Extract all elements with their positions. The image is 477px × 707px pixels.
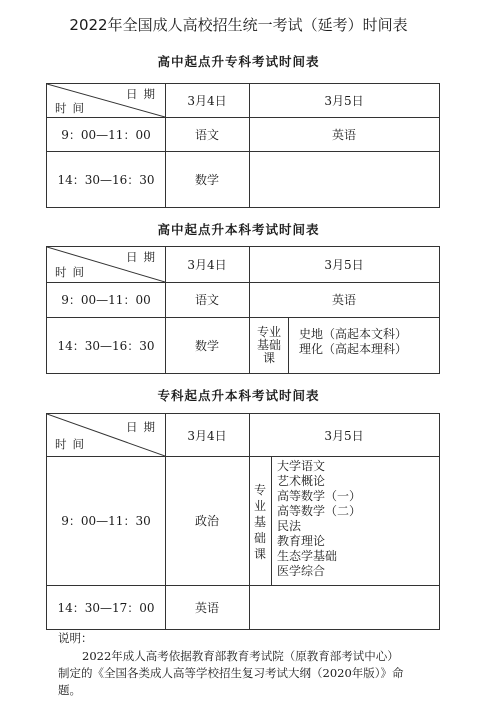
table2-row1-time: 9：00—11：00: [61, 293, 151, 307]
table1-header-day2: 3月5日: [324, 94, 364, 108]
table3-corner-date: 日期: [126, 420, 161, 434]
table2-row2-day1: 数学: [194, 338, 219, 353]
list-item: 大学语文: [277, 459, 326, 473]
note-label: 说明：: [58, 631, 93, 645]
table1-row1-day1: 语文: [194, 127, 219, 142]
table2-row1-day2: 英语: [331, 293, 356, 307]
table3-row1-subject-list: [277, 459, 435, 579]
table3-row2-day1: 英语: [194, 600, 219, 615]
table1: [46, 83, 440, 208]
table3-header-day2: 3月5日: [324, 428, 364, 443]
table1-row1-time: 9：00—11：00: [61, 127, 151, 142]
list-item: 艺术概论: [277, 474, 326, 488]
table2-header-day2: 3月5日: [324, 258, 364, 272]
list-item: 生态学基础: [277, 549, 338, 563]
table1-corner-time: 时间: [55, 101, 90, 115]
table1-corner-date: 日期: [126, 87, 161, 101]
table3: [46, 413, 440, 630]
table2: [46, 246, 440, 374]
table2-title: 高中起点升本科考试时间表: [157, 222, 320, 237]
table2-row2-category-label: 专业基础课: [256, 324, 281, 365]
table1-row2-day1: 数学: [194, 172, 219, 187]
table2-row2-time: 14：30—16：30: [57, 338, 155, 353]
table1-header-day1: 3月4日: [187, 94, 227, 108]
list-item: 教育理论: [277, 534, 326, 548]
table2-row2-subject-list: [299, 327, 437, 357]
list-item: 史地（高起本文科）: [299, 327, 408, 341]
table2-corner-time: 时间: [55, 265, 90, 279]
table3-row1-day1: 政治: [194, 514, 219, 528]
table3-title: 专科起点升本科考试时间表: [157, 388, 320, 403]
list-item: 高等数学（一）: [277, 489, 362, 503]
table2-corner-date: 日期: [126, 250, 161, 264]
table2-row1-day1: 语文: [194, 293, 219, 307]
list-item: 医学综合: [277, 564, 326, 578]
note-line-1: 2022年成人高考依据教育部教育考试院（原教育部考试中心）: [82, 649, 399, 663]
table3-header-day1: 3月4日: [187, 428, 227, 443]
table2-header-day1: 3月4日: [187, 258, 227, 272]
list-item: 理化（高起本理科）: [299, 342, 408, 356]
table3-corner-time: 时间: [55, 437, 90, 451]
note-line-3: 题。: [58, 683, 81, 697]
table1-row2-time: 14：30—16：30: [57, 172, 155, 187]
table1-title: 高中起点升专科考试时间表: [157, 54, 320, 69]
table3-row2-time: 14：30—17：00: [57, 600, 155, 615]
note-line-2: 制定的《全国各类成人高等学校招生复习考试大纲（2020年版）》命: [58, 666, 404, 680]
list-item: 民法: [277, 519, 302, 533]
table1-row1-day2: 英语: [331, 127, 356, 142]
list-item: 高等数学（二）: [277, 504, 362, 518]
table3-row1-category-label: 专业基础课: [253, 482, 266, 561]
table3-row1-time: 9：00—11：30: [61, 514, 151, 528]
page-title: 2022年全国成人高校招生统一考试（延考）时间表: [69, 16, 408, 34]
